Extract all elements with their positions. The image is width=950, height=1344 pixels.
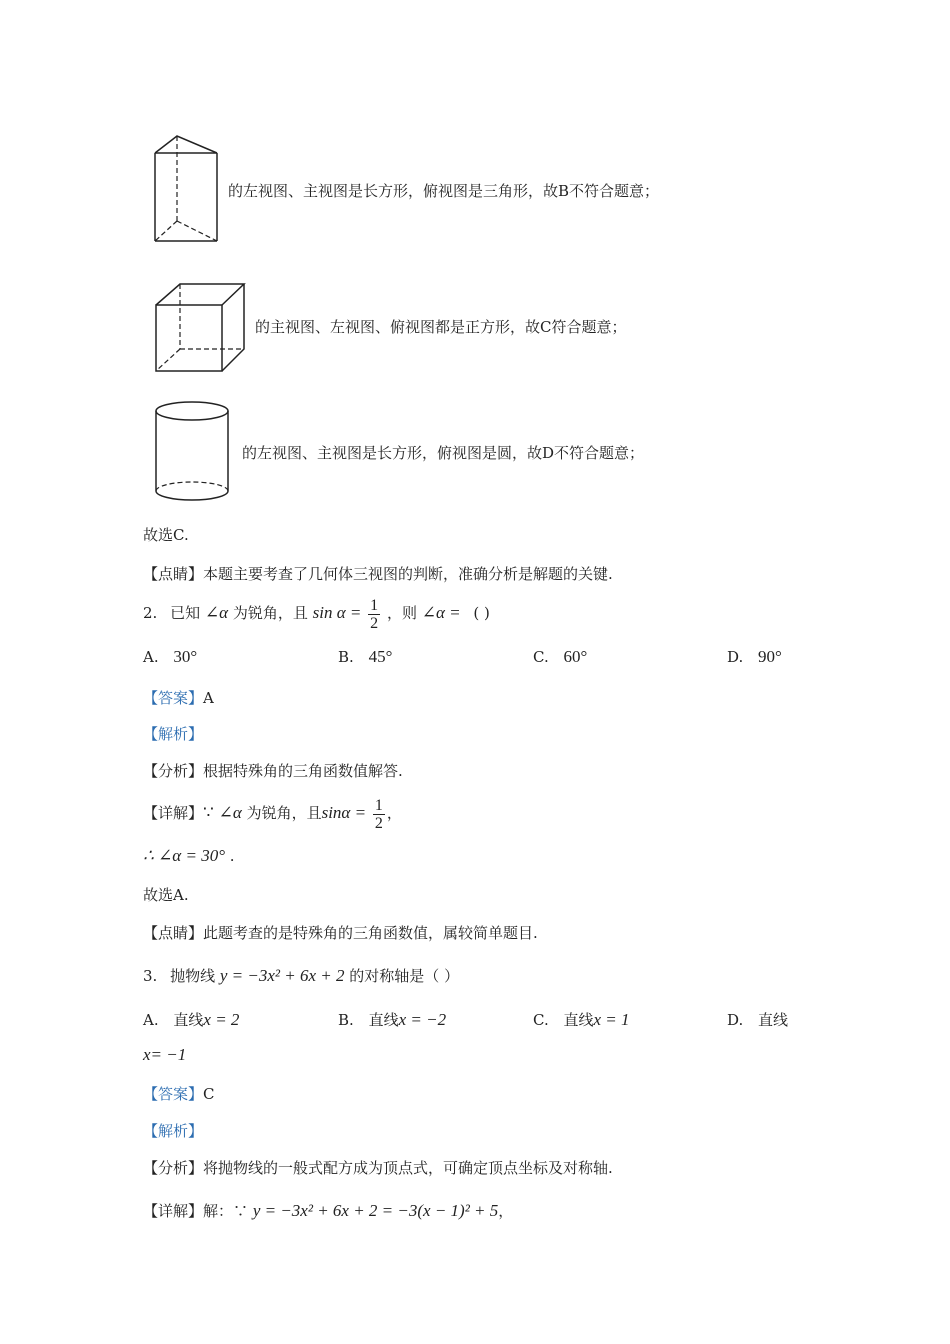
sin-expression: sin α = xyxy=(312,603,362,622)
vertex-form-equation: y = −3x² + 6x + 2 = −3(x − 1)² + 5 xyxy=(252,1201,499,1220)
q2-answer: 【答案】A xyxy=(143,689,214,707)
question-number: 3. xyxy=(143,967,158,985)
q3-fenxi: 【分析】将抛物线的一般式配方成为顶点式，可确定顶点坐标及对称轴. xyxy=(143,1159,613,1177)
fraction: $\frac{1}{2}$ xyxy=(370,596,379,632)
q2-analysis-label: 【解析】 xyxy=(143,725,204,743)
stem-text: 已知 xyxy=(170,604,201,622)
q2-option-a: A. 30° xyxy=(143,647,198,666)
angle-expression: ∠α = xyxy=(421,603,461,622)
parabola-equation: y = −3x² + 6x + 2 xyxy=(219,966,345,985)
q3-option-d-value: x= −1 xyxy=(143,1045,187,1064)
prism-description: 的左视图、主视图是长方形，俯视图是三角形，故B不符合题意； xyxy=(228,182,660,200)
q2-comment: 【点睛】此题考查的是特殊角的三角函数值，属较简单题目. xyxy=(143,924,538,942)
q3-option-a: A. 直线x = 2 xyxy=(143,1010,240,1029)
q2-option-b: B. 45° xyxy=(338,647,393,666)
angle-symbol: ∠α xyxy=(204,603,229,622)
q3-analysis-label: 【解析】 xyxy=(143,1122,204,1140)
stem-text: 为锐角，且 xyxy=(232,604,308,622)
q1-conclusion: 故选C. xyxy=(143,526,189,544)
cube-description: 的主视图、左视图、俯视图都是正方形，故C符合题意； xyxy=(255,318,627,336)
fraction: $\frac{1}{2}$ xyxy=(374,796,383,832)
stem-text: ，则 xyxy=(386,604,417,622)
q2-conclusion: 故选A. xyxy=(143,886,189,904)
triangular-prism-figure xyxy=(150,133,222,245)
q3-option-c: C. 直线x = 1 xyxy=(533,1010,630,1029)
q2-option-d: D. 90° xyxy=(727,647,782,666)
q3-answer: 【答案】C xyxy=(143,1085,215,1103)
answer-paren: ( ) xyxy=(473,604,490,622)
q2-detail: 【详解】∵ ∠α 为锐角，且sinα = $\frac{1}{2}$ ， xyxy=(143,796,402,832)
cube-figure xyxy=(152,281,248,375)
q1-comment xyxy=(143,563,613,584)
q3-detail: 【详解】解：∵ y = −3x² + 6x + 2 = −3(x − 1)² + 5， xyxy=(143,1201,514,1220)
cylinder-description: 的左视图、主视图是长方形，俯视图是圆，故D不符合题意； xyxy=(242,444,645,462)
q2-therefore: ∴ ∠α = 30° . xyxy=(143,846,235,865)
q2-stem xyxy=(143,594,490,632)
q3-option-d: D. 直线 xyxy=(727,1011,789,1029)
comment-text: 本题主要考查了几何体三视图的判断，准确分析是解题的关键. xyxy=(203,565,613,583)
cylinder-figure xyxy=(152,398,234,504)
q3-option-b: B. 直线x = −2 xyxy=(338,1010,447,1029)
comment-label: 【点睛】 xyxy=(143,565,204,583)
q2-option-c: C. 60° xyxy=(533,647,588,666)
q3-stem: 3. 抛物线 y = −3x² + 6x + 2 的对称轴是（ ） xyxy=(143,966,460,985)
question-number: 2. xyxy=(143,604,158,622)
q2-fenxi: 【分析】根据特殊角的三角函数值解答. xyxy=(143,762,403,780)
